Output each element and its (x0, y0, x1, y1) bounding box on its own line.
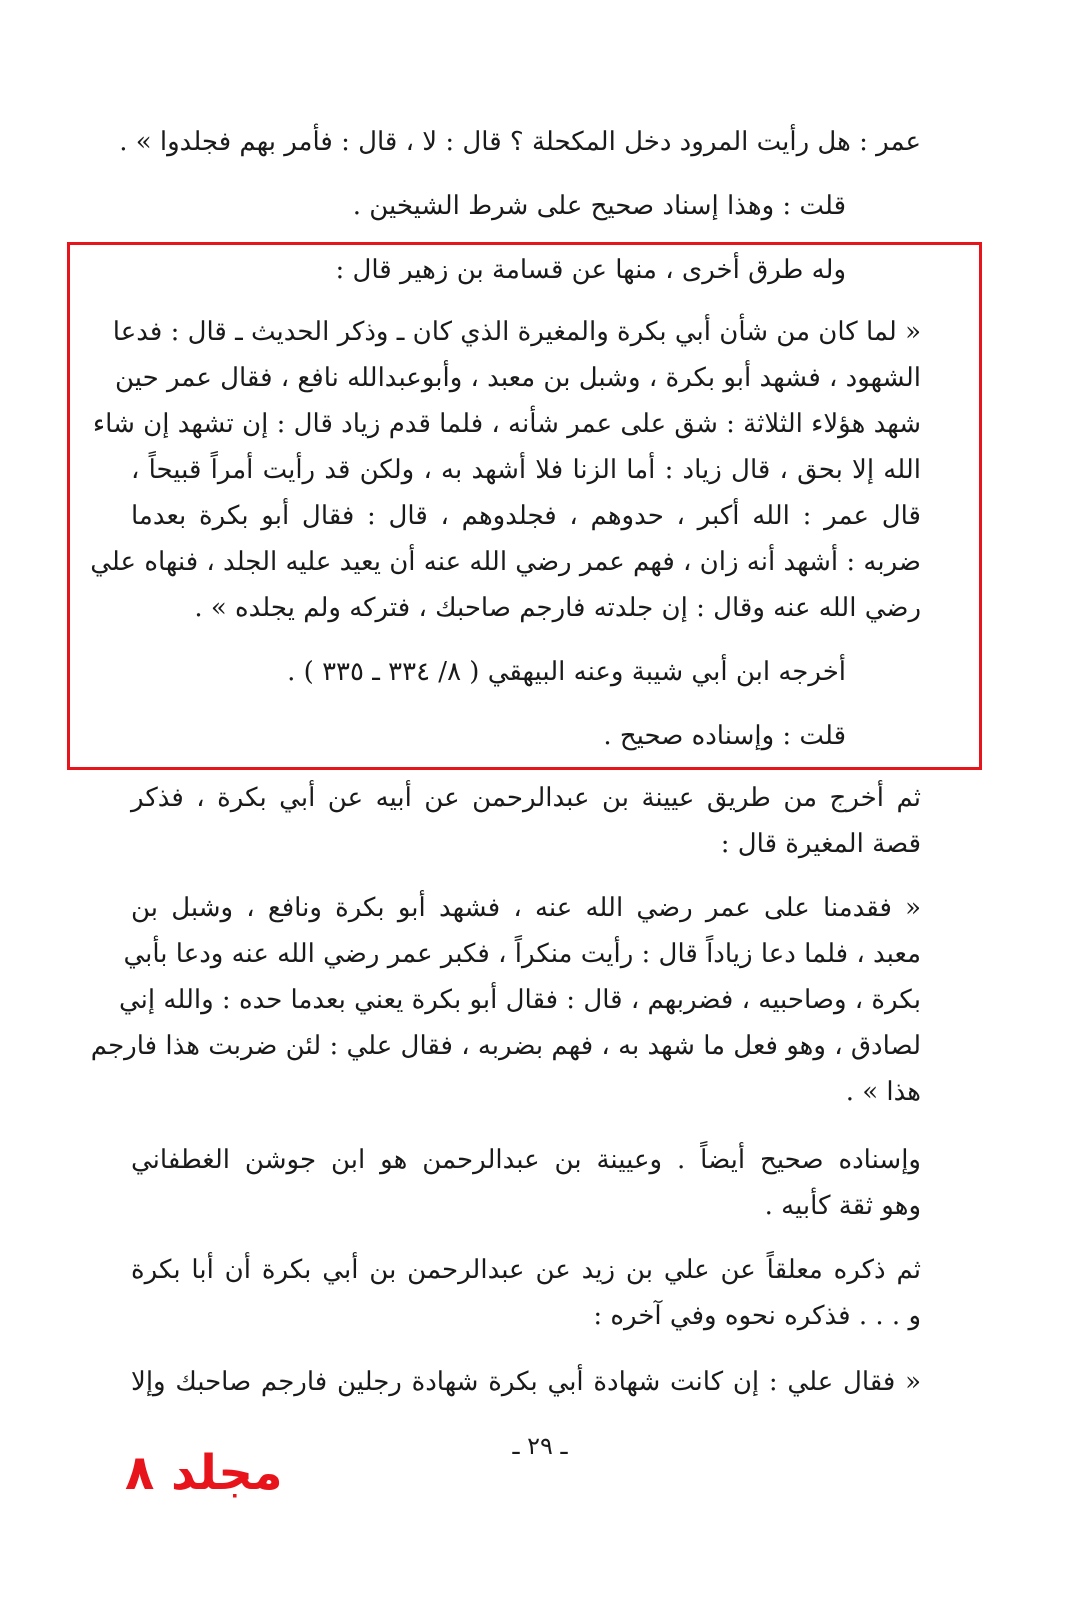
text-line: هذا » . (845, 1077, 921, 1107)
text-line: وإسناده صحيح أيضاً . وعيينة بن عبدالرحمن هو ابن جوشن الغطفاني (131, 1145, 921, 1175)
text-line: لصادق ، وهو فعل ما شهد به ، فهم بضربه ، فقال علي : لئن ضربت هذا فارجم (90, 1031, 921, 1061)
text-line: رضي الله عنه وقال : إن جلدته فارجم صاحبك ، فتركه ولم يجلده » . (194, 593, 921, 623)
text-line: « فقدمنا على عمر رضي الله عنه ، فشهد أبو بكرة ونافع ، وشبل بن (131, 893, 921, 923)
text-line: قلت : وهذا إسناد صحيح على شرط الشيخين . (352, 191, 846, 221)
text-line: الشهود ، فشهد أبو بكرة ، وشبل بن معبد ، وأبوعبدالله نافع ، فقال عمر حين (114, 363, 921, 393)
text-line: عمر : هل رأيت المرود دخل المكحلة ؟ قال : لا ، قال : فأمر بهم فجلدوا » . (119, 127, 921, 157)
text-line: وله طرق أخرى ، منها عن قسامة بن زهير قال : (335, 255, 846, 285)
text-line: معبد ، فلما دعا زياداً قال : رأيت منكراً ، فكبر عمر رضي الله عنه ودعا بأبي (123, 939, 921, 969)
text-line: قال عمر : الله أكبر ، حدوهم ، فجلدوهم ، قال : فقال أبو بكرة بعدما (131, 501, 921, 531)
text-line: ثم ذكره معلقاً عن علي بن زيد عن عبدالرحمن بن أبي بكرة أن أبا بكرة (131, 1255, 921, 1285)
text-line: بكرة ، وصاحبيه ، فضربهم ، قال : فقال أبو بكرة يعني بعدما حده : والله إني (119, 985, 921, 1015)
citation-line: أخرجه ابن أبي شيبة وعنه البيهقي ( ٨/ ٣٣٤ ـ ٣٣٥ ) . (287, 657, 846, 687)
text-line: و . . . فذكره نحوه وفي آخره : (593, 1301, 921, 1331)
volume-label: مجلد ٨ (125, 1445, 283, 1501)
text-line: ثم أخرج من طريق عيينة بن عبدالرحمن عن أبيه عن أبي بكرة ، فذكر (131, 783, 921, 813)
text-line: « لما كان من شأن أبي بكرة والمغيرة الذي كان ـ وذكر الحديث ـ قال : فدعا (112, 317, 921, 347)
text-line: قلت : وإسناده صحيح . (603, 721, 846, 751)
page-number: ـ ٢٩ ـ (512, 1432, 568, 1460)
text-line: ضربه : أشهد أنه زان ، فهم عمر رضي الله عنه أن يعيد عليه الجلد ، فنهاه علي (90, 547, 921, 577)
text-line: الله إلا بحق ، قال زياد : أما الزنا فلا أشهد به ، ولكن قد رأيت أمراً قبيحاً ، (131, 455, 921, 485)
text-line: قصة المغيرة قال : (720, 829, 921, 859)
text-line: شهد هؤلاء الثلاثة : شق على عمر شأنه ، فلما قدم زياد قال : إن تشهد إن شاء (92, 409, 921, 439)
text-line: وهو ثقة كأبيه . (764, 1191, 921, 1221)
text-line: « فقال علي : إن كانت شهادة أبي بكرة شهادة رجلين فارجم صاحبك وإلا (131, 1367, 921, 1397)
